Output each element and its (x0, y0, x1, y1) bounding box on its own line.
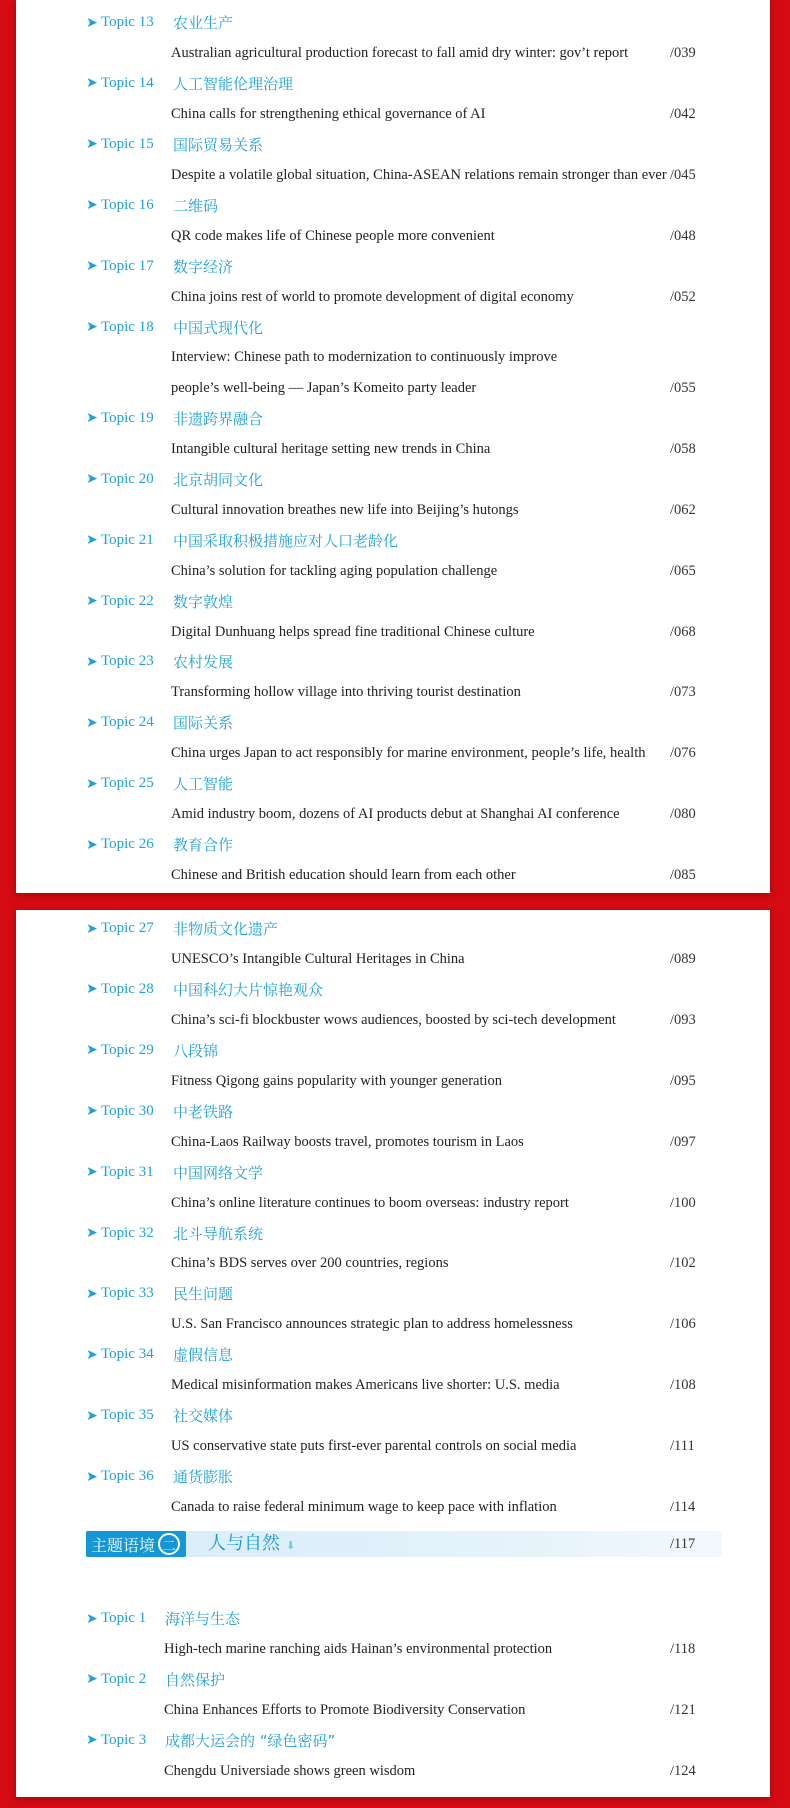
article-title[interactable]: people’s well-being — Japan’s Komeito party leader (171, 379, 477, 396)
topic-number: Topic 33 (101, 1285, 154, 1302)
topic-number: Topic 16 (101, 196, 154, 213)
topic-chinese-title: 数字敦煌 (173, 592, 234, 611)
topic-heading[interactable] (86, 915, 278, 943)
topic-chinese-title: 农村发展 (173, 653, 234, 672)
topic-chinese-title: 农业生产 (173, 14, 234, 32)
topic-number: Topic 18 (101, 318, 154, 335)
topic-heading[interactable] (86, 587, 233, 615)
arrow-right-icon: ➤ (86, 136, 98, 153)
arrow-right-icon: ➤ (86, 836, 98, 853)
topic-number: Topic 25 (101, 775, 154, 792)
topic-number: Topic 2 (101, 1670, 147, 1687)
article-title[interactable]: Fitness Qigong gains popularity with younger generation (171, 1072, 503, 1089)
article-title[interactable]: Medical misinformation makes Americans live shorter: U.S. media (171, 1377, 560, 1394)
article-title[interactable]: China’s BDS serves over 200 countries, regions (171, 1255, 449, 1272)
topic-heading[interactable] (86, 1097, 233, 1125)
topic-number: Topic 28 (101, 980, 154, 997)
topic-heading[interactable] (86, 9, 233, 37)
page-number: /045 (670, 166, 696, 183)
topic-heading[interactable] (86, 191, 218, 219)
page-number: /121 (670, 1701, 696, 1718)
page-number: /065 (670, 562, 696, 579)
topic-heading[interactable] (86, 709, 233, 737)
article-title[interactable]: China urges Japan to act responsibly for marine environment, people’s life, health (171, 745, 646, 762)
page-number: /097 (670, 1133, 696, 1150)
topic-chinese-title: 海洋与生态 (165, 1610, 241, 1628)
article-title[interactable]: Interview: Chinese path to modernization to continuously improve (171, 349, 558, 366)
topic-heading[interactable] (86, 1402, 233, 1430)
theme-label: 主题语境 (91, 1535, 156, 1555)
topic-heading[interactable] (86, 1280, 233, 1308)
article-title[interactable]: China calls for strengthening ethical governance of AI (171, 105, 486, 122)
topic-number: Topic 1 (101, 1610, 147, 1626)
topic-heading[interactable] (86, 975, 323, 1003)
page-number: /080 (670, 806, 696, 823)
topic-heading[interactable] (86, 1726, 335, 1754)
topic-number: Topic 32 (101, 1224, 154, 1241)
arrow-right-icon: ➤ (86, 593, 98, 610)
arrow-right-icon: ➤ (86, 1468, 98, 1485)
page-number: /089 (670, 950, 696, 967)
article-title[interactable]: Intangible cultural heritage setting new trends in China (171, 440, 491, 457)
chevron-down-icon: ⬇ (286, 1539, 296, 1552)
article-title[interactable]: China-Laos Railway boosts travel, promotes tourism in Laos (171, 1133, 524, 1150)
arrow-right-icon: ➤ (86, 1610, 98, 1627)
topic-chinese-title: 中国科幻大片惊艳观众 (173, 980, 324, 999)
page-number: /093 (670, 1011, 696, 1028)
page-number: /100 (670, 1194, 696, 1211)
page-number: /085 (670, 867, 696, 884)
theme-badge (86, 1531, 186, 1557)
article-title[interactable]: Despite a volatile global situation, China-ASEAN relations remain stronger than ever (171, 166, 667, 183)
page-number: /055 (670, 379, 696, 396)
topic-chinese-title: 国际关系 (173, 714, 234, 733)
topic-number: Topic 34 (101, 1346, 154, 1363)
topic-heading[interactable] (86, 1036, 218, 1064)
topic-chinese-title: 非遗跨界融合 (173, 409, 264, 428)
article-title[interactable]: Transforming hollow village into thriving tourist destination (171, 684, 521, 701)
topic-heading[interactable] (86, 1341, 233, 1369)
article-title[interactable]: UNESCO’s Intangible Cultural Heritages in China (171, 950, 465, 967)
topic-number: Topic 24 (101, 714, 154, 731)
page-number: /111 (670, 1438, 695, 1455)
page-number: /073 (670, 684, 696, 701)
topic-number: Topic 22 (101, 592, 154, 609)
article-title[interactable]: U.S. San Francisco announces strategic plan to address homelessness (171, 1316, 573, 1333)
page-number: /124 (670, 1762, 696, 1779)
article-title[interactable]: China’s solution for tackling aging population challenge (171, 562, 498, 579)
topic-number: Topic 17 (101, 257, 154, 274)
topic-chinese-title: 人工智能 (173, 775, 234, 794)
topic-heading[interactable] (86, 465, 263, 493)
topic-number: Topic 27 (101, 920, 154, 936)
topic-heading[interactable] (86, 1665, 225, 1693)
topic-chinese-title: 非物质文化遗产 (173, 920, 279, 938)
article-title[interactable]: High-tech marine ranching aids Hainan’s environmental protection (164, 1640, 553, 1657)
article-title[interactable]: Chengdu Universiade shows green wisdom (164, 1762, 416, 1779)
arrow-right-icon: ➤ (86, 1103, 98, 1120)
topic-number: Topic 15 (101, 135, 154, 152)
topic-chinese-title: 中国式现代化 (173, 318, 264, 337)
topic-heading[interactable] (86, 1605, 240, 1633)
article-title[interactable]: China Enhances Efforts to Promote Biodiversity Conservation (164, 1701, 526, 1718)
page-number: /106 (670, 1316, 696, 1333)
topic-number: Topic 3 (101, 1731, 147, 1748)
toc-panel-1 (16, 0, 770, 893)
toc-panel-2 (16, 910, 770, 1797)
article-title[interactable]: China’s sci-fi blockbuster wows audiences, boosted by sci-tech development (171, 1011, 616, 1028)
arrow-right-icon: ➤ (86, 1042, 98, 1059)
arrow-right-icon: ➤ (86, 471, 98, 488)
article-title[interactable]: Amid industry boom, dozens of AI products debut at Shanghai AI conference (171, 806, 620, 823)
page-number: /058 (670, 440, 696, 457)
topic-heading[interactable] (86, 252, 233, 280)
arrow-right-icon: ➤ (86, 410, 98, 427)
arrow-right-icon: ➤ (86, 775, 98, 792)
arrow-right-icon: ➤ (86, 1285, 98, 1302)
page-number: /039 (670, 44, 696, 61)
topic-chinese-title: 成都大运会的 “绿色密码” (165, 1731, 336, 1750)
topic-chinese-title: 国际贸易关系 (173, 135, 264, 154)
page-number: /108 (670, 1377, 696, 1394)
page-number: /042 (670, 105, 696, 122)
topic-chinese-title: 教育合作 (173, 836, 234, 855)
topic-number: Topic 36 (101, 1468, 154, 1485)
topic-number: Topic 19 (101, 409, 154, 426)
article-title[interactable]: Cultural innovation breathes new life into Beijing’s hutongs (171, 501, 519, 518)
theme-number-circle: 二 (158, 1533, 180, 1555)
topic-number: Topic 31 (101, 1163, 154, 1180)
arrow-right-icon: ➤ (86, 920, 98, 937)
arrow-right-icon: ➤ (86, 981, 98, 998)
article-title[interactable]: Digital Dunhuang helps spread fine traditional Chinese culture (171, 623, 535, 640)
page-number: /114 (670, 1499, 696, 1516)
topic-chinese-title: 民生问题 (173, 1285, 234, 1304)
topic-chinese-title: 通货膨胀 (173, 1468, 234, 1487)
page-number: /062 (670, 501, 696, 518)
article-title[interactable]: China joins rest of world to promote development of digital economy (171, 288, 574, 305)
topic-heading[interactable] (86, 526, 398, 554)
topic-heading[interactable] (86, 831, 233, 859)
page-number: /118 (670, 1640, 696, 1657)
topic-chinese-title: 数字经济 (173, 257, 234, 276)
topic-heading[interactable] (86, 1158, 263, 1186)
topic-number: Topic 23 (101, 653, 154, 670)
topic-chinese-title: 自然保护 (165, 1670, 226, 1689)
page-number: /068 (670, 623, 696, 640)
topic-heading[interactable] (86, 1463, 233, 1491)
arrow-right-icon: ➤ (86, 14, 98, 31)
arrow-right-icon: ➤ (86, 258, 98, 275)
page-number: /102 (670, 1255, 696, 1272)
article-title[interactable]: US conservative state puts first-ever parental controls on social media (171, 1438, 577, 1455)
topic-chinese-title: 中国网络文学 (173, 1163, 264, 1182)
topic-heading[interactable] (86, 69, 293, 97)
arrow-right-icon: ➤ (86, 197, 98, 214)
arrow-right-icon: ➤ (86, 653, 98, 670)
topic-chinese-title: 人工智能伦理治理 (173, 74, 294, 93)
theme-title: 人与自然 (208, 1533, 280, 1554)
theme-page-number: /117 (670, 1536, 696, 1552)
topic-heading[interactable] (86, 313, 263, 341)
topic-chinese-title: 北京胡同文化 (173, 470, 264, 489)
article-title[interactable]: Australian agricultural production forecast to fall amid dry winter: gov’t report (171, 44, 629, 61)
topic-number: Topic 29 (101, 1041, 154, 1058)
topic-number: Topic 21 (101, 531, 154, 548)
arrow-right-icon: ➤ (86, 75, 98, 92)
topic-number: Topic 35 (101, 1407, 154, 1424)
topic-heading[interactable] (86, 1219, 263, 1247)
page-number: /048 (670, 227, 696, 244)
arrow-right-icon: ➤ (86, 319, 98, 335)
topic-chinese-title: 中老铁路 (173, 1102, 234, 1121)
topic-heading[interactable] (86, 770, 233, 798)
topic-chinese-title: 北斗导航系统 (173, 1224, 264, 1243)
article-title[interactable]: Chinese and British education should learn from each other (171, 867, 516, 884)
arrow-right-icon: ➤ (86, 1407, 98, 1424)
article-title[interactable]: Canada to raise federal minimum wage to keep pace with inflation (171, 1499, 557, 1516)
page-number: /095 (670, 1072, 696, 1089)
topic-heading[interactable] (86, 404, 263, 432)
topic-chinese-title: 社交媒体 (173, 1407, 234, 1426)
article-title[interactable]: China’s online literature continues to boom overseas: industry report (171, 1194, 569, 1211)
topic-heading[interactable] (86, 130, 263, 158)
arrow-right-icon: ➤ (86, 1732, 98, 1749)
arrow-right-icon: ➤ (86, 532, 98, 549)
topic-number: Topic 20 (101, 470, 154, 487)
page-number: /052 (670, 288, 696, 305)
arrow-right-icon: ➤ (86, 1225, 98, 1241)
arrow-right-icon: ➤ (86, 1671, 98, 1688)
topic-chinese-title: 二维码 (173, 196, 219, 215)
topic-number: Topic 14 (101, 74, 154, 91)
arrow-right-icon: ➤ (86, 1164, 98, 1181)
topic-chinese-title: 中国采取积极措施应对人口老龄化 (173, 531, 399, 550)
topic-heading[interactable] (86, 648, 233, 676)
topic-chinese-title: 八段锦 (173, 1041, 219, 1060)
topic-number: Topic 13 (101, 14, 154, 30)
theme-section-header[interactable] (86, 1531, 722, 1557)
article-title[interactable]: QR code makes life of Chinese people more convenient (171, 227, 495, 244)
arrow-right-icon: ➤ (86, 714, 98, 731)
topic-chinese-title: 虚假信息 (173, 1346, 234, 1365)
topic-number: Topic 30 (101, 1102, 154, 1119)
page-number: /076 (670, 745, 696, 762)
topic-number: Topic 26 (101, 836, 154, 853)
arrow-right-icon: ➤ (86, 1346, 98, 1363)
